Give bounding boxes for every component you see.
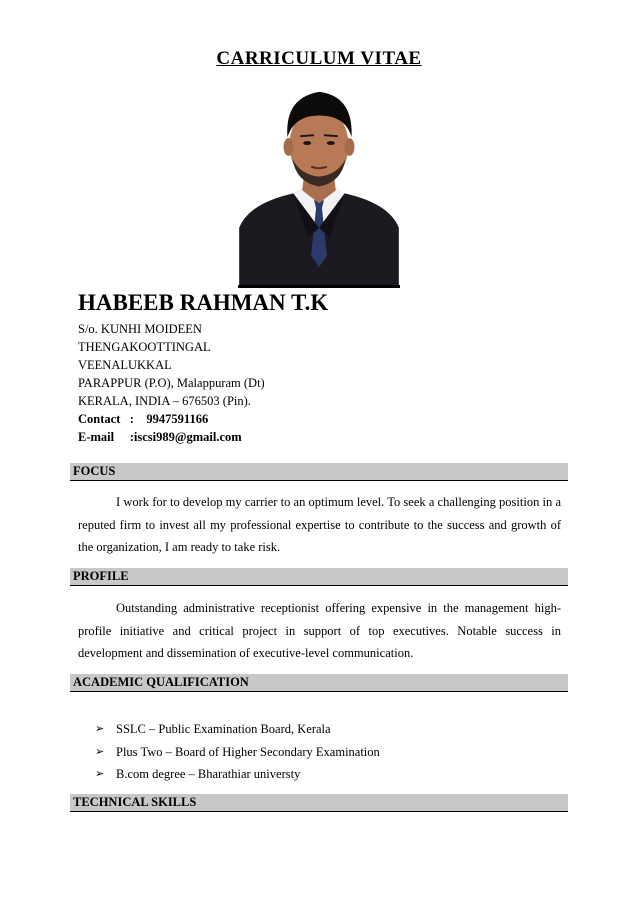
address-line: PARAPPUR (P.O), Malappuram (Dt) [78, 376, 265, 390]
arrow-bullet-icon: ➢ [95, 723, 105, 735]
section-heading-label: PROFILE [73, 569, 129, 583]
profile-text: Outstanding administrative receptionist offering expensive in the management high-profile initiative and critical project in support of top executives. Notable success in development and dissemination of executive-level communication. [78, 601, 561, 660]
profile-photo [238, 80, 400, 288]
list-item: ➢ B.com degree – Bharathiar universty [95, 763, 380, 786]
contact-line: Contact : 9947591166 [78, 412, 209, 426]
profile-heading [70, 568, 568, 586]
address-line: VEENALUKKAL [78, 358, 172, 372]
arrow-bullet-icon: ➢ [95, 768, 105, 780]
candidate-name: HABEEB RAHMAN T.K [78, 290, 329, 315]
address-line: KERALA, INDIA – 676503 (Pin). [78, 394, 251, 408]
list-item: ➢ SSLC – Public Examination Board, Kerala [95, 718, 380, 741]
address-line: THENGAKOOTTINGAL [78, 340, 211, 354]
section-heading-label: ACADEMIC QUALIFICATION [73, 675, 249, 689]
profile-text-block [78, 597, 561, 665]
list-item: ➢ Plus Two – Board of Higher Secondary Examination [95, 741, 380, 764]
document-title: CARRICULUM VITAE [216, 48, 422, 69]
address-line: S/o. KUNHI MOIDEEN [78, 322, 202, 336]
section-heading-label: TECHNICAL SKILLS [73, 795, 197, 809]
focus-text-block [78, 491, 561, 559]
email-line: E-mail :iscsi989@gmail.com [78, 430, 242, 444]
academic-heading [70, 674, 568, 692]
arrow-bullet-icon: ➢ [95, 745, 105, 758]
technical-skills-heading [70, 794, 568, 812]
academic-list [95, 718, 380, 786]
focus-text: I work for to develop my carrier to an optimum level. To seek a challenging position in a reputed firm to invest all my professional expertise to contribute to the success and growth of the organization, I am ready to take risk. [78, 495, 561, 554]
address-block [78, 320, 265, 446]
focus-heading [70, 463, 568, 481]
section-heading-label: FOCUS [73, 464, 116, 478]
